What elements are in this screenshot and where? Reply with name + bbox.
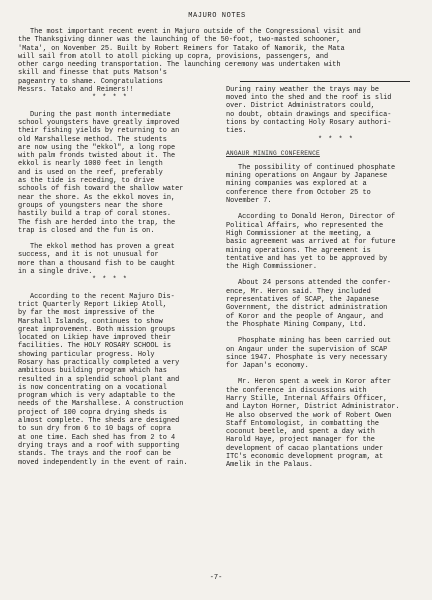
ekkol-paragraph xyxy=(18,111,208,235)
text-line: located on Likiep have improved their xyxy=(18,334,171,343)
text-line: schools of fish toward the shallow water xyxy=(18,185,184,194)
text-line: coconut beetle, and spent a day with xyxy=(226,428,375,437)
text-line: program which is very adaptable to the xyxy=(18,392,176,401)
text-line: High Commissioner at the meeting, a xyxy=(226,229,371,238)
text-line: mining operations on Angaur by Japanese xyxy=(226,172,388,181)
text-line: tentative and has yet to be approved by xyxy=(226,254,388,263)
text-line: the conference in discussions with xyxy=(226,386,367,395)
text-line: During rainy weather the trays may be xyxy=(226,85,379,94)
text-line: the High Commissioner. xyxy=(226,263,317,272)
text-line: moved into the shed and the roof is slid xyxy=(226,94,392,103)
text-line: of Koror and the people of Angaur, and xyxy=(226,312,384,321)
text-line: at one time. Each shed has from 2 to 4 xyxy=(18,433,176,442)
text-line: Mr. Heron spent a week in Koror after xyxy=(238,378,391,387)
likiep-paragraph xyxy=(18,293,208,467)
text-line: school youngsters have greatly improved xyxy=(18,118,180,127)
section-heading xyxy=(226,150,416,158)
right-column xyxy=(226,78,416,470)
text-line: other cargo needing transportation. The launching ceremony was undertaken with xyxy=(18,61,341,70)
angaur-paragraph-3 xyxy=(226,279,416,329)
text-line: conference there from October 25 to xyxy=(226,188,371,197)
text-line: basic agreement was arrived at for future xyxy=(226,238,396,247)
intro-paragraph xyxy=(18,28,392,78)
text-line: trap is closed and the fun is on. xyxy=(18,226,155,235)
text-line: their fishing yields by returning to an xyxy=(18,127,180,136)
text-line: in a single drive. xyxy=(18,268,93,277)
two-column-body xyxy=(18,78,416,470)
text-line: representatives of SCAP, the Japanese xyxy=(226,296,379,305)
text-line: According to Donald Heron, Director of xyxy=(238,213,396,222)
text-line: showing particular progress. Holy xyxy=(18,350,155,359)
text-line: ence, Mr. Heron said. They included xyxy=(226,287,371,296)
text-line: Phosphate mining has been carried out xyxy=(238,337,391,346)
text-line: groups of youngsters near the shore xyxy=(18,201,163,210)
angaur-paragraph-4 xyxy=(226,337,416,370)
text-line: Political Affairs, who represented the xyxy=(226,221,384,230)
text-line: According to the recent Majuro Dis- xyxy=(30,292,175,301)
text-line: ambitious building program which has xyxy=(18,367,167,376)
text-line: the Phosphate Mining Company, Ltd. xyxy=(226,320,367,329)
text-line: by far the most impressive of the xyxy=(18,309,155,318)
text-line: Harold Haye, project manager for the xyxy=(226,436,375,445)
ekkol-success-paragraph xyxy=(18,243,208,276)
text-line: Messrs. Tatako and Reimers!! xyxy=(18,86,134,95)
text-line: as the tide is receding, to drive xyxy=(18,177,155,186)
text-line: will sail from atoll to atoll picking up copra, provisions, passengers, and xyxy=(18,52,329,61)
text-line: tions by contacting Holy Rosary authori- xyxy=(226,118,392,127)
text-line: The possibility of continued phosphate xyxy=(238,163,396,172)
text-line: mining operations. The agreement is xyxy=(226,246,371,255)
section-separator: * * * * xyxy=(92,276,128,285)
text-line: ITC's economic development program, at xyxy=(226,453,384,462)
text-line: The fish are herded into the trap, the xyxy=(18,218,176,227)
text-line: on Angaur under the supervision of SCAP xyxy=(226,345,388,354)
text-line: over. District Administrators could, xyxy=(226,102,375,111)
text-line: more than a thousand fish to be caught xyxy=(18,259,176,268)
page-number: -7- xyxy=(209,574,223,582)
text-line: mining companies was explored at a xyxy=(226,180,367,189)
angaur-paragraph-1 xyxy=(226,164,416,205)
text-line: facilities. The HOLY ROSARY SCHOOL is xyxy=(18,342,171,351)
text-line: During the past month intermediate xyxy=(30,110,171,119)
text-line: Staff Entomologist, in combatting the xyxy=(226,419,379,428)
angaur-paragraph-5 xyxy=(226,378,416,469)
text-line: since 1947. Phosphate is very necessary xyxy=(226,353,388,362)
text-line: Government, the district administration xyxy=(226,304,388,313)
text-line: November 7. xyxy=(226,197,272,206)
drying-trays-paragraph xyxy=(226,86,416,136)
text-line: ties. xyxy=(226,127,247,136)
page-header: MAJURO NOTES xyxy=(188,12,246,20)
text-line: Rosary has practically completed a very xyxy=(18,358,180,367)
text-line: stands. The trays and the roof can be xyxy=(18,450,171,459)
text-line: drying trays and a roof with supporting xyxy=(18,441,180,450)
text-line: and Layton Horner, District Administrator. xyxy=(226,403,400,412)
text-line: for Japan's economy. xyxy=(226,362,309,371)
text-line: The ekkol method has proven a great xyxy=(30,243,175,252)
text-line: great improvement. Both mission groups xyxy=(18,325,176,334)
text-line: needs of the Marshallese. A construction xyxy=(18,400,184,409)
horizontal-rule xyxy=(240,81,410,82)
section-separator: * * * * xyxy=(92,94,128,103)
text-line: Harry Stille, Internal Affairs Officer, xyxy=(226,394,388,403)
text-line: is now concentrating on a vocational xyxy=(18,383,167,392)
text-line: are now using the "ekkol", a long rope xyxy=(18,143,176,152)
text-line: and is used on the reef, preferably xyxy=(18,168,163,177)
text-line: hastily build a trap of coral stones. xyxy=(18,210,171,219)
text-line: He also observed the work of Robert Owen xyxy=(226,411,392,420)
left-column xyxy=(18,78,208,470)
text-line: The most important recent event in Majuro outside of the Congressional visit and xyxy=(30,28,361,36)
text-line: moved independently in the event of rain. xyxy=(18,458,188,467)
text-line: About 24 persons attended the confer- xyxy=(238,279,391,288)
text-line: ekkol is nearly 1000 feet in length xyxy=(18,160,163,169)
angaur-paragraph-2 xyxy=(226,213,416,271)
text-line: success, and it is not unusual for xyxy=(18,251,159,260)
text-line: near the shore. As the ekkol moves in, xyxy=(18,193,176,202)
text-line: the Thanksgiving dinner was the launching of the 50-foot, two-masted schooner, xyxy=(18,36,341,45)
text-line: resulted in a splendid school plant and xyxy=(18,375,180,384)
schooner-paragraph-end xyxy=(18,78,208,95)
text-line: almost complete. The sheds are designed xyxy=(18,417,180,426)
section-heading-text: ANGAUR MINING CONFERENCE xyxy=(226,149,320,157)
text-line: old Marshallese method. The students xyxy=(18,135,167,144)
text-line: skill and finesse that puts Matson's xyxy=(18,69,167,78)
text-line: development of cacao plantations under xyxy=(226,444,384,453)
text-line: project of 100 copra drying sheds is xyxy=(18,408,167,417)
text-line: with palm fronds twisted about it. The xyxy=(18,152,176,161)
text-line: Marshall Islands, continues to show xyxy=(18,317,163,326)
text-line: Amelik in the Palaus. xyxy=(226,461,313,470)
section-separator: * * * * xyxy=(318,135,354,144)
text-line: no doubt, obtain drawings and specifica- xyxy=(226,110,392,119)
text-line: trict Quarterly Report Likiep Atoll, xyxy=(18,300,167,309)
text-line: pageantry to shame. Congratulations xyxy=(18,77,163,86)
text-line: 'Mata', on November 25. Built by Robert Reimers for Tatako of Namorik, the Mata xyxy=(18,44,345,53)
text-line: to sun dry from 6 to 10 bags of copra xyxy=(18,425,171,434)
